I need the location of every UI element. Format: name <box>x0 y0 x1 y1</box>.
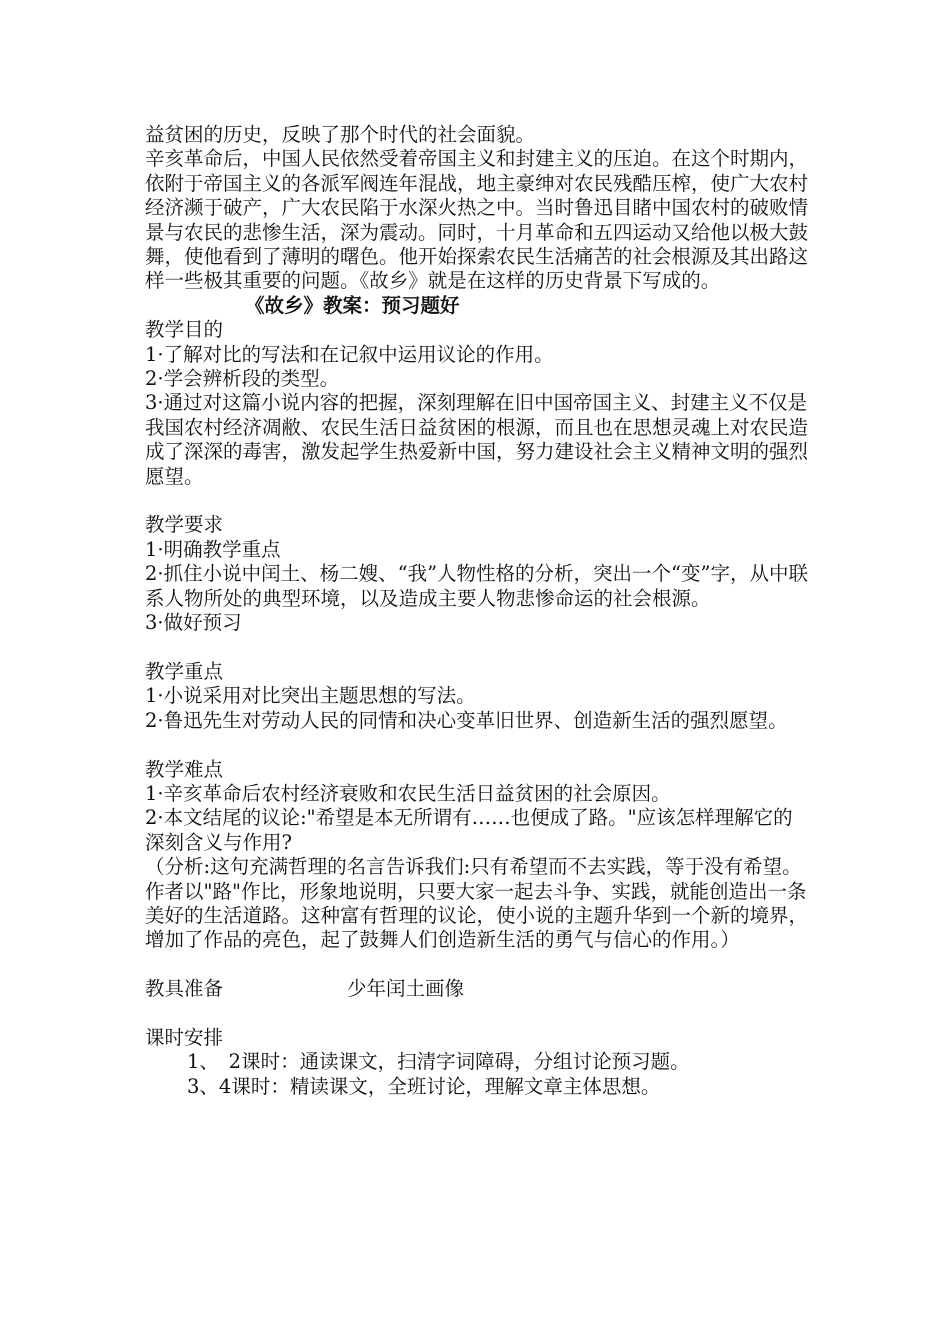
goals-item: 1·了解对比的写法和在记叙中运用议论的作用。 <box>145 342 554 366</box>
teaching-aids-row <box>145 977 810 1001</box>
goals-item: 3·通过对这篇小说内容的把握，深刻理解在旧中国帝国主义、封建主义不仅是我国农村经济凋敝、农民生活日益贫困的根源，而且也在思想灵魂上对农民造成了深深的毒害，激发起学生热爱新中国，努力建设社会主义精神文明的强烈愿望。 <box>145 391 809 488</box>
goals-heading: 教学目的 <box>145 318 224 342</box>
intro-paragraph: 辛亥革命后，中国人民依然受着帝国主义和封建主义的压迫。在这个时期内，依附于帝国主义的各派军阀连年混战，地主豪绅对农民残酷压榨，使广大农村经济濒于破产，广大农民陷于水深火热之中。当时鲁迅目睹中国农村的破败情景与农民的悲惨生活，深为震动。同时，十月革命和五四运动又给他以极大鼓舞，使他看到了薄明的曙色。他开始探索农民生活痛苦的社会根源及其出路这样一些极其重要的问题。《故乡》就是在这样的历史背景下写成的。 <box>145 147 809 293</box>
spacer <box>145 1002 810 1026</box>
requirements-heading: 教学要求 <box>145 513 224 537</box>
difficulties-heading: 教学难点 <box>145 757 224 781</box>
spacer <box>145 733 810 757</box>
spacer <box>145 953 810 977</box>
difficulties-item: 2·本文结尾的议论:"希望是本无所谓有……也便成了路。"应该怎样理解它的深刻含义与作用? <box>145 806 793 854</box>
key-points-item: 2·鲁迅先生对劳动人民的同情和决心变革旧世界、创造新生活的强烈愿望。 <box>145 708 788 732</box>
spacer <box>145 636 810 660</box>
requirements-item: 3·做好预习 <box>145 611 242 635</box>
goals-item: 2·学会辨析段的类型。 <box>145 367 340 391</box>
teaching-aids-label: 教具准备 <box>145 977 224 1001</box>
teaching-aids-value: 少年闰土画像 <box>347 977 465 1001</box>
key-points-item: 1·小说采用对比突出主题思想的写法。 <box>145 684 476 708</box>
schedule-item: 1、 2课时：通读课文，扫清字词障碍，分组讨论预习题。 <box>187 1050 690 1074</box>
document-title: 《故乡》教案：预习题好 <box>245 293 460 317</box>
difficulties-analysis: （分析:这句充满哲理的名言告诉我们:只有希望而不去实践，等于没有希望。作者以"路"作比，形象地说明，只要大家一起去斗争、实践，就能创造出一条美好的生活道路。这种富有哲理的议论，使小说的主题升华到一个新的境界，增加了作品的亮色，起了鼓舞人们创造新生活的勇气与信心的作用。） <box>145 855 809 952</box>
schedule-item: 3、4课时：精读课文，全班讨论，理解文章主体思想。 <box>187 1074 661 1098</box>
difficulties-item: 1·辛亥革命后农村经济衰败和农民生活日益贫困的社会原因。 <box>145 781 671 805</box>
intro-line: 益贫困的历史，反映了那个时代的社会面貌。 <box>145 123 536 146</box>
spacer <box>145 489 810 513</box>
key-points-heading: 教学重点 <box>145 659 224 683</box>
schedule-heading: 课时安排 <box>145 1025 224 1049</box>
requirements-item: 1·明确教学重点 <box>145 537 281 561</box>
requirements-item: 2·抓住小说中闰土、杨二嫂、“我”人物性格的分析，突出一个“变”字，从中联系人物所处的典型环境，以及造成主要人物悲惨命运的社会根源。 <box>145 562 808 610</box>
document-body <box>145 123 810 1099</box>
